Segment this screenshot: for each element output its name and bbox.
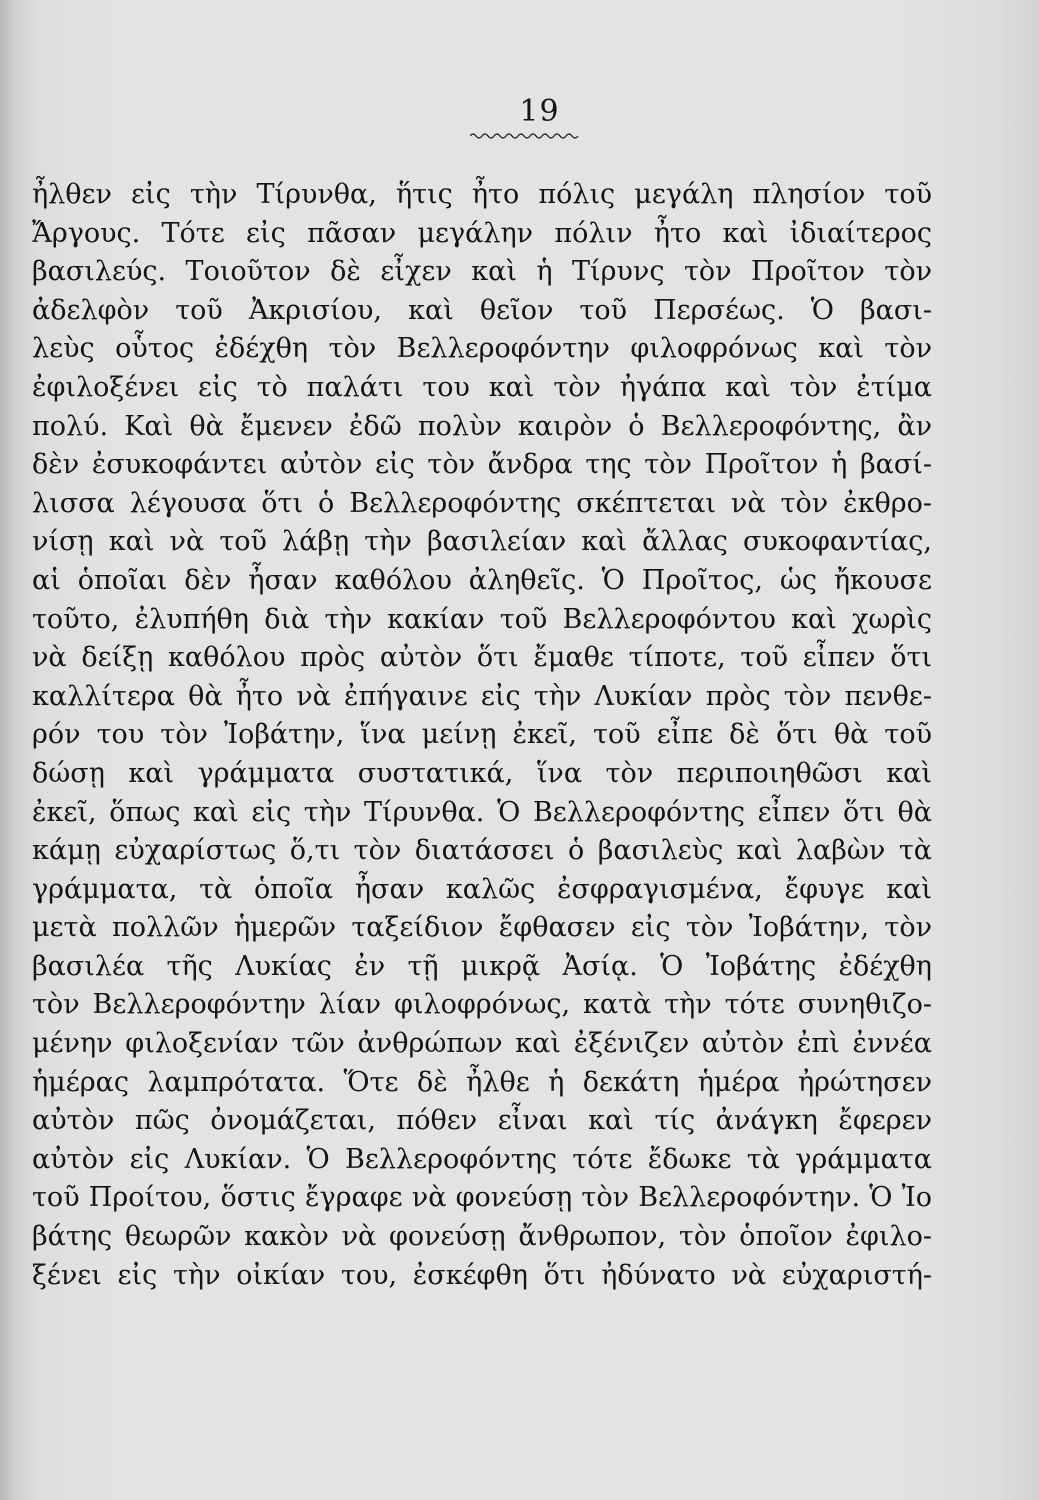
text-line: κάμῃ εὐχαρίστως ὅ,τι τὸν διατάσσει ὁ βασιλεὺς καὶ λαβὼν τὰ (32, 835, 932, 867)
text-line: αὐτὸν πῶς ὀνομάζεται, πόθεν εἶναι καὶ τίς ἀνάγκη ἔφερεν (32, 1105, 932, 1137)
text-line: μετὰ πολλῶν ἡμερῶν ταξείδιον ἔφθασεν εἰς τὸν Ἰοβάτην, τὸν (32, 912, 932, 944)
text-line: αὐτὸν εἰς Λυκίαν. Ὁ Βελλεροφόντης τότε ἔδωκε τὰ γράμματα (32, 1143, 932, 1175)
text-line: τοῦτο, ἐλυπήθη διὰ τὴν κακίαν τοῦ Βελλεροφόντου καὶ χωρὶς (32, 603, 932, 635)
text-line: δώσῃ καὶ γράμματα συστατικά, ἵνα τὸν περιποιηθῶσι καὶ (32, 757, 932, 789)
wavy-rule-ornament (470, 130, 580, 142)
text-line: ἀδελφὸν τοῦ Ἀκρισίου, καὶ θεῖον τοῦ Περσέως. Ὁ βασι- (32, 294, 932, 326)
text-line: μένην φιλοξενίαν τῶν ἀνθρώπων καὶ ἐξένιζεν αὐτὸν ἐπὶ ἐννέα (32, 1028, 932, 1060)
text-line: νίσῃ καὶ νὰ τοῦ λάβῃ τὴν βασιλείαν καὶ ἄλλας συκοφαντίας, (32, 526, 932, 558)
text-line: νὰ δείξῃ καθόλου πρὸς αὐτὸν ὅτι ἔμαθε τίποτε, τοῦ εἶπεν ὅτι (32, 642, 932, 674)
text-line: πολύ. Καὶ θὰ ἔμενεν ἐδῶ πολὺν καιρὸν ὁ Βελλεροφόντης, ἂν (32, 410, 932, 442)
text-line: καλλίτερα θὰ ἦτο νὰ ἐπήγαινε εἰς τὴν Λυκίαν πρὸς τὸν πενθε- (32, 680, 932, 712)
text-line: αἱ ὁποῖαι δὲν ἦσαν καθόλου ἀληθεῖς. Ὁ Προῖτος, ὡς ἤκουσε (32, 564, 932, 596)
text-line: βασιλεύς. Τοιοῦτον δὲ εἶχεν καὶ ἡ Τίρυνς τὸν Προῖτον τὸν (32, 256, 932, 288)
page-number: 19 (519, 94, 560, 129)
body-text (32, 176, 932, 1295)
text-line: Ἄργους. Τότε εἰς πᾶσαν μεγάλην πόλιν ἦτο καὶ ἰδιαίτερος (32, 217, 932, 249)
text-line: ξένει εἰς τὴν οἰκίαν του, ἐσκέφθη ὅτι ἠδύνατο νὰ εὐχαριστή- (32, 1259, 932, 1291)
text-line: γράμματα, τὰ ὁποῖα ἦσαν καλῶς ἐσφραγισμένα, ἔφυγε καὶ (32, 873, 932, 905)
text-line: δὲν ἐσυκοφάντει αὐτὸν εἰς τὸν ἄνδρα της τὸν Προῖτον ἡ βασί- (32, 449, 932, 481)
text-line: λισσα λέγουσα ὅτι ὁ Βελλεροφόντης σκέπτεται νὰ τὸν ἐκθρο- (32, 487, 932, 519)
text-line: βάτης θεωρῶν κακὸν νὰ φονεύσῃ ἄνθρωπον, τὸν ὁποῖον ἐφιλο- (32, 1221, 932, 1253)
text-line: τὸν Βελλεροφόντην λίαν φιλοφρόνως, κατὰ τὴν τότε συνηθιζο- (32, 989, 932, 1021)
text-line: βασιλέα τῆς Λυκίας ἐν τῇ μικρᾷ Ἀσίᾳ. Ὁ Ἰοβάτης ἐδέχθη (32, 950, 932, 982)
text-line: ἦλθεν εἰς τὴν Τίρυνθα, ἥτις ἦτο πόλις μεγάλη πλησίον τοῦ (32, 179, 932, 210)
text-line: ρόν του τὸν Ἰοβάτην, ἵνα μείνῃ ἐκεῖ, τοῦ εἶπε δὲ ὅτι θὰ τοῦ (32, 719, 932, 751)
text-line: τοῦ Προίτου, ὅστις ἔγραφε νὰ φονεύσῃ τὸν Βελλεροφόντην. Ὁ Ἰο (32, 1182, 932, 1214)
text-line: ἡμέρας λαμπρότατα. Ὅτε δὲ ἦλθε ἡ δεκάτη ἡμέρα ἠρώτησεν (32, 1066, 932, 1098)
text-line: ἐκεῖ, ὅπως καὶ εἰς τὴν Τίρυνθα. Ὁ Βελλεροφόντης εἶπεν ὅτι θὰ (32, 796, 932, 828)
text-line: λεὺς οὗτος ἐδέχθη τὸν Βελλεροφόντην φιλοφρόνως καὶ τὸν (32, 333, 932, 365)
text-line: ἐφιλοξένει εἰς τὸ παλάτι του καὶ τὸν ἠγάπα καὶ τὸν ἐτίμα (32, 371, 932, 403)
